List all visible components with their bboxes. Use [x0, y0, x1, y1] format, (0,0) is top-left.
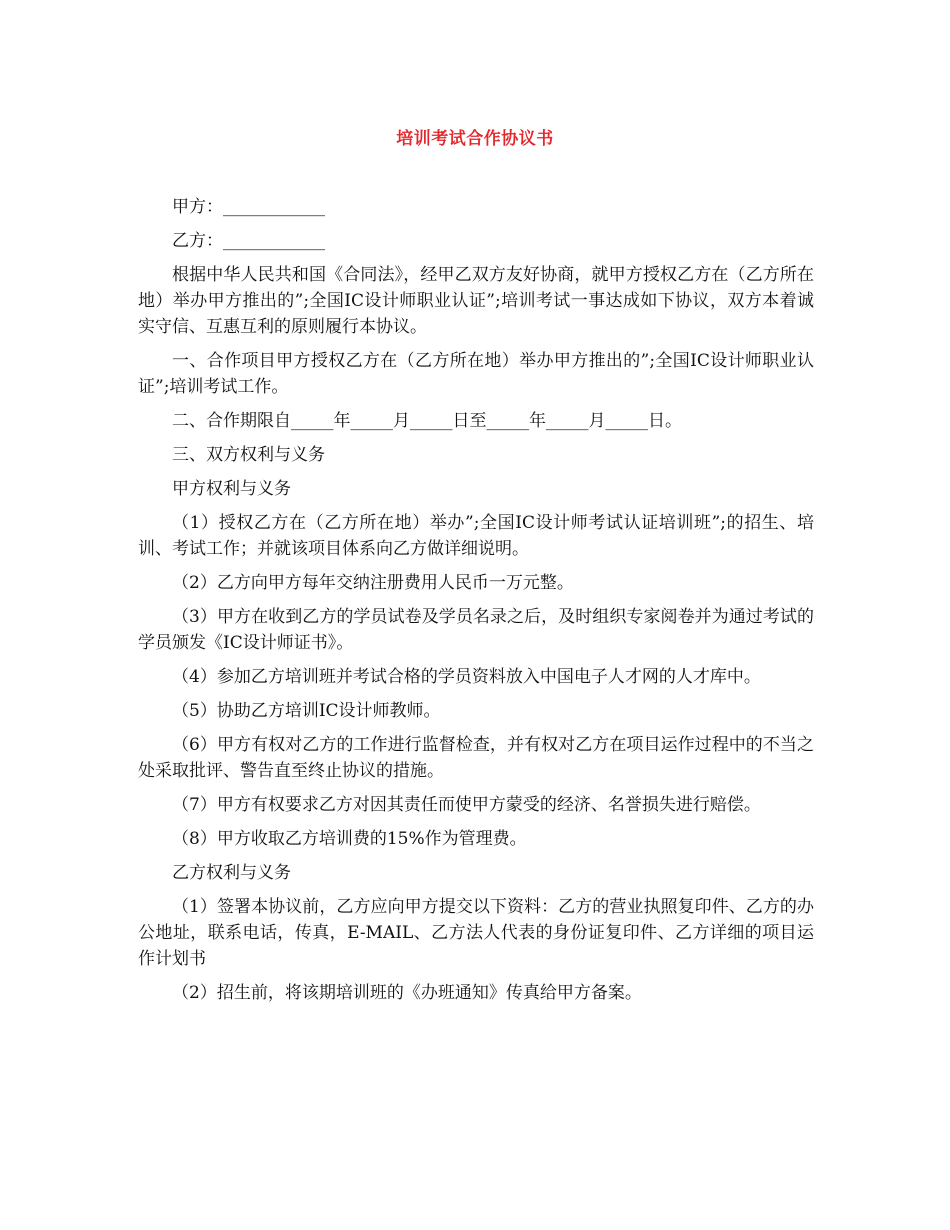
paragraph-a-item-8: （8）甲方收取乙方培训费的15%作为管理费。: [172, 829, 527, 849]
paragraph-section-1: 一、合作项目甲方授权乙方在（乙方所在地）举办甲方推出的”;全国IC设计师职业认证”;培训考试工作。: [138, 351, 814, 397]
paragraph-party-a: 甲方：____________: [172, 197, 325, 217]
paragraph-a-item-7: （7）甲方有权要求乙方对因其责任而使甲方蒙受的经济、名誉损失进行赔偿。: [172, 795, 761, 815]
paragraph-a-item-2: （2）乙方向甲方每年交纳注册费用人民币一万元整。: [172, 573, 574, 593]
paragraph-section-2: 二、合作期限自_____年_____月_____日至_____年_____月_____日。: [172, 411, 682, 431]
document-title: 培训考试合作协议书: [396, 129, 554, 149]
paragraph-party-a-heading: 甲方权利与义务: [172, 479, 291, 499]
paragraph-a-item-4: （4）参加乙方培训班并考试合格的学员资料放入中国电子人才网的人才库中。: [172, 667, 761, 687]
paragraph-a-item-3: （3）甲方在收到乙方的学员试卷及学员名录之后，及时组织专家阅卷并为通过考试的学员颁发《IC设计师证书》。: [138, 607, 814, 653]
document-body: [138, 194, 814, 1014]
paragraph-party-b: 乙方：____________: [172, 231, 325, 251]
paragraph-b-item-1: （1）签署本协议前，乙方应向甲方提交以下资料：乙方的营业执照复印件、乙方的办公地址，联系电话，传真，E-MAIL、乙方法人代表的身份证复印件、乙方详细的项目运作计划书: [138, 897, 814, 969]
paragraph-a-item-6: （6）甲方有权对乙方的工作进行监督检查，并有权对乙方在项目运作过程中的不当之处采取批评、警告直至终止协议的措施。: [138, 735, 814, 781]
paragraph-section-3: 三、双方权利与义务: [172, 445, 325, 465]
paragraph-b-item-2: （2）招生前，将该期培训班的《办班通知》传真给甲方备案。: [172, 983, 642, 1003]
paragraph-a-item-5: （5）协助乙方培训IC设计师教师。: [172, 701, 441, 721]
paragraph-a-item-1: （1）授权乙方在（乙方所在地）举办”;全国IC设计师考试认证培训班”;的招生、培训、考试工作；并就该项目体系向乙方做详细说明。: [138, 513, 814, 559]
paragraph-party-b-heading: 乙方权利与义务: [172, 863, 291, 883]
paragraph-preamble: 根据中华人民共和国《合同法》，经甲乙双方友好协商，就甲方授权乙方在（乙方所在地）举办甲方推出的”;全国IC设计师职业认证”;培训考试一事达成如下协议，双方本着诚实守信、互惠互利的原则履行本协议。: [138, 265, 814, 337]
